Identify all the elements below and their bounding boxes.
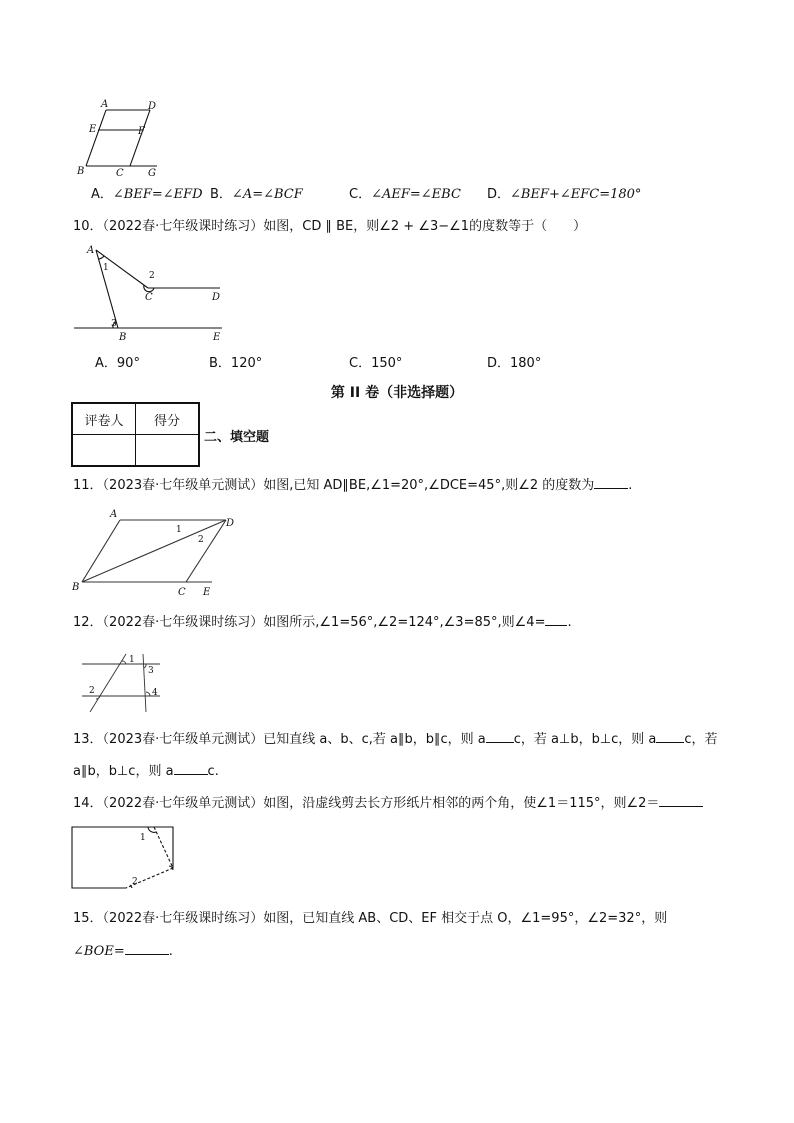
q10-label-2: 2 (149, 271, 155, 281)
q14-label-1: 1 (140, 833, 146, 843)
section-heading: 二、填空题 (204, 430, 270, 445)
q15-answer-blank[interactable] (125, 942, 169, 955)
q12-label-4: 4 (152, 688, 158, 698)
q10-option-d: D．180° (487, 356, 542, 371)
q9-figure (70, 96, 180, 178)
q11-figure (70, 504, 238, 598)
q9-option-c: C．∠AEF=∠EBC (349, 187, 461, 202)
score-table-cell-score (136, 435, 200, 467)
q10-label-b: B (119, 332, 127, 343)
score-table-cell-grader (72, 435, 136, 467)
q9-label-g: G (148, 168, 156, 178)
q11-label-b: B (72, 582, 80, 593)
q10-option-b: B．120° (209, 356, 263, 371)
q11-label-1: 1 (176, 525, 182, 535)
q9-option-b: B．∠A=∠BCF (210, 187, 303, 202)
q14-answer-blank[interactable] (659, 794, 703, 807)
q13-answer-blank-2[interactable] (656, 730, 684, 743)
q10-figure (70, 240, 230, 346)
q15-line-2: ∠BOE= . (73, 944, 173, 959)
q10-stem: 10．（2022春·七年级课时练习）如图，CD ∥ BE，则∠2 + ∠3−∠1的度数等于（ ） (73, 219, 587, 234)
q12-label-1: 1 (129, 655, 135, 665)
q10-label-d: D (212, 292, 221, 303)
q15-line-1: 15．（2022春·七年级课时练习）如图，已知直线 AB、CD、EF 相交于点 O，∠1=95°，∠2=32°，则 (73, 911, 668, 926)
q13-answer-blank-3[interactable] (174, 762, 208, 775)
q9-label-f: F (138, 126, 145, 137)
volume-title: 第 II 卷（非选择题） (330, 385, 464, 401)
q14-label-2: 2 (132, 877, 138, 887)
q11-label-d: D (226, 518, 235, 529)
q10-label-c: C (145, 292, 153, 303)
q11-label-2: 2 (198, 535, 204, 545)
q10-label-3: 3 (111, 319, 117, 329)
q11-label-e: E (203, 587, 211, 598)
q12-answer-blank[interactable] (545, 613, 567, 626)
q11-label-c: C (178, 587, 186, 598)
q10-option-c: C．150° (349, 356, 403, 371)
q9-option-d: D．∠BEF+∠EFC=180° (487, 187, 642, 202)
q13-answer-blank-1[interactable] (486, 730, 514, 743)
q9-label-c: C (116, 168, 124, 178)
q10-label-1: 1 (103, 263, 109, 273)
q9-label-a: A (101, 99, 109, 110)
q9-option-a: A．∠BEF=∠EFD (91, 187, 203, 202)
q12-label-3: 3 (148, 666, 154, 676)
q9-label-d: D (148, 101, 157, 112)
score-table (71, 402, 200, 467)
q11-label-a: A (110, 509, 118, 520)
q12-stem: 12．（2022春·七年级课时练习）如图所示,∠1=56°,∠2=124°,∠3=85°,则∠4= . (73, 615, 572, 630)
q10-label-e: E (213, 332, 221, 343)
score-table-header-grader: 评卷人 (72, 403, 136, 435)
q9-label-b: B (77, 166, 85, 177)
q10-label-a: A (87, 245, 95, 256)
q14-figure (70, 824, 178, 892)
q9-label-e: E (89, 124, 97, 135)
q11-answer-blank[interactable] (594, 476, 628, 489)
q10-option-a: A．90° (95, 356, 140, 371)
q12-label-2: 2 (89, 686, 95, 696)
score-table-header-score: 得分 (136, 403, 200, 435)
q13-line-1: 13．（2023春·七年级单元测试）已知直线 a、b、c,若 a∥b，b∥c，则 a c，若 a⊥b，b⊥c，则 a c，若 (73, 732, 718, 747)
q14-stem: 14．（2022春·七年级单元测试）如图，沿虚线剪去长方形纸片相邻的两个角，使∠1＝115°，则∠2＝ (73, 794, 703, 813)
q11-stem: 11．（2023春·七年级单元测试）如图,已知 AD∥BE,∠1=20°,∠DCE=45°,则∠2 的度数为 . (73, 478, 633, 493)
q13-line-2: a∥b，b⊥c，则 a c. (73, 764, 219, 779)
q12-figure (80, 652, 164, 714)
